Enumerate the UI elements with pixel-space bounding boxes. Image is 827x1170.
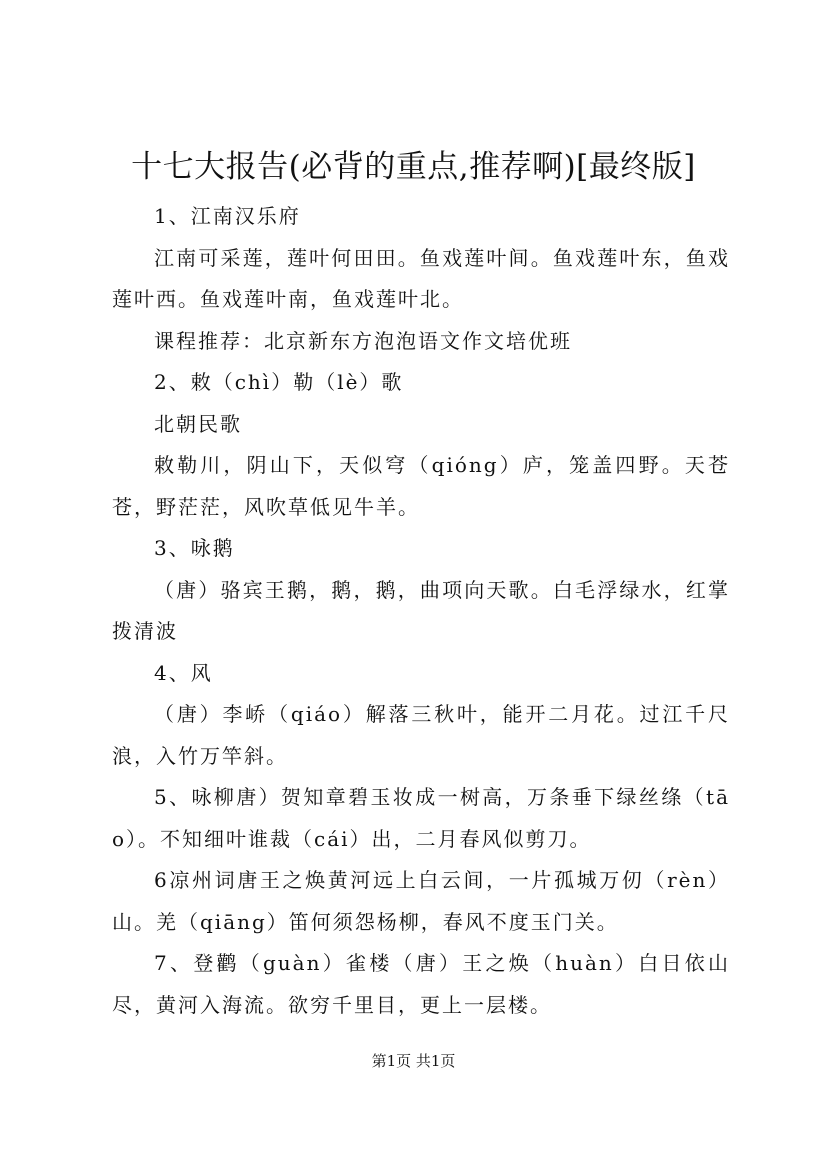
- paragraph-poem-4-text: （唐）李峤（qiáo）解落三秋叶，能开二月花。过江千尺浪，入竹万竿斜。: [112, 702, 730, 768]
- paragraph-poem-5: 5、咏柳唐）贺知章碧玉妆成一树高，万条垂下绿丝绦（tāo）。不知细叶谁裁（cái）出，二月春风似剪刀。: [112, 785, 730, 851]
- paragraph-poem-4-heading: 4、风: [154, 660, 213, 685]
- paragraph-poem-7: 7、登鹳（guàn）雀楼（唐）王之焕（huàn）白日依山尽，黄河入海流。欲穷千里目，更上一层楼。: [112, 951, 730, 1017]
- paragraph-poem-3-heading: 3、咏鹅: [154, 536, 235, 560]
- paragraph-poem-1-heading: 1、江南汉乐府: [154, 204, 301, 228]
- document-body: [112, 196, 730, 1026]
- paragraph-poem-1-text: 江南可采莲，莲叶何田田。鱼戏莲叶间。鱼戏莲叶东，鱼戏莲叶西。鱼戏莲叶南，鱼戏莲叶北。: [112, 245, 730, 311]
- paragraph-poem-2-author: 北朝民歌: [154, 411, 242, 436]
- paragraph-poem-2-text: 敕勒川，阴山下，天似穹（qióng）庐，笼盖四野。天苍苍，野茫茫，风吹草低见牛羊。: [112, 453, 730, 519]
- paragraph-poem-2-heading: 2、敕（chì）勒（lè）歌: [154, 370, 404, 394]
- paragraph-poem-6: 6凉州词唐王之焕黄河远上白云间，一片孤城万仞（rèn）山。羌（qiāng）笛何须怨杨柳，春风不度玉门关。: [112, 868, 730, 934]
- paragraph-course-recommendation: 课程推荐：北京新东方泡泡语文作文培优班: [154, 328, 572, 353]
- paragraph-poem-3-text: （唐）骆宾王鹅，鹅，鹅，曲项向天歌。白毛浮绿水，红掌拨清波: [112, 577, 730, 643]
- document-title: 十七大报告(必背的重点,推荐啊)[最终版]: [131, 149, 696, 185]
- page-number-footer: 第1页 共1页: [371, 1052, 456, 1070]
